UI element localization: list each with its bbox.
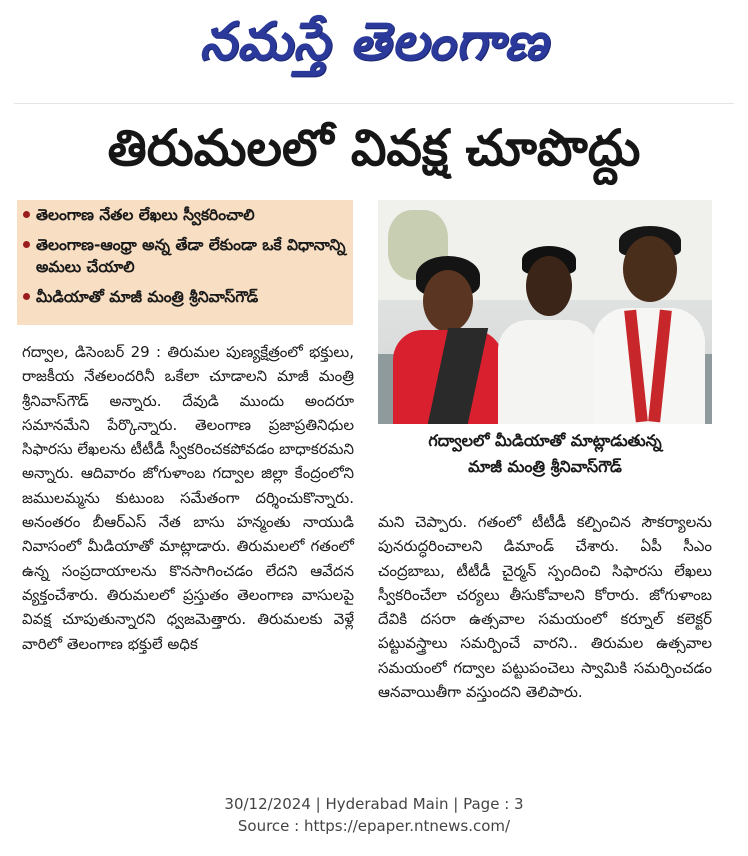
footer-source-link[interactable]: Source : https://epaper.ntnews.com/ bbox=[237, 817, 511, 835]
highlight-text: తెలంగాణ-ఆంధ్రా అన్న తేడా లేకుండా ఒకే విధానాన్ని అమలు చేయాలి bbox=[36, 236, 346, 276]
page-footer bbox=[0, 793, 748, 837]
footer-edition-info: 30/12/2024 | Hyderabad Main | Page : 3 bbox=[224, 795, 524, 813]
news-photo bbox=[378, 200, 712, 424]
bullet-icon bbox=[23, 211, 30, 218]
highlight-item bbox=[23, 204, 347, 226]
highlight-text: తెలంగాణ నేతల లేఖలు స్వీకరించాలి bbox=[36, 206, 255, 224]
article-headline: తిరుమలలో వివక్ష చూపొద్దు bbox=[107, 119, 641, 177]
person-3-head bbox=[623, 236, 677, 302]
highlights-box bbox=[17, 200, 353, 325]
highlight-item bbox=[23, 234, 347, 278]
photo-caption-line-2: మాజీ మంత్రి శ్రీనివాస్‌గౌడ్ bbox=[468, 457, 622, 476]
highlight-item bbox=[23, 286, 347, 308]
highlight-text: మీడియాతో మాజీ మంత్రి శ్రీనివాస్‌గౌడ్ bbox=[36, 288, 259, 306]
article-body-right: మని చెప్పారు. గతంలో టీటీడీ కల్పించిన సౌకర్యాలను పునరుద్ధరించాలని డిమాండ్ చేశారు. ఏపీ సీఎం చంద్రబాబు, టీటీడీ చైర్మన్ స్పందించి సిఫారసు లేఖలు స్వీకరించేలా చర్యలు తీసుకోవాలని కోరారు. జోగుళాంబ దేవికి దసరా ఉత్సవాల సమయంలో కర్నూల్ కలెక్టర్ పట్టువస్త్రాలు సమర్పించే వారని.. తిరుమల ఉత్సవాల సమయంలో గద్వాల పట్టుపంచెలు స్వామికి సమర్పించడం ఆనవాయితీగా వస్తుందని తెలిపారు. bbox=[378, 513, 712, 702]
bullet-icon bbox=[23, 293, 30, 300]
newspaper-masthead: నమస్తే తెలంగాణ bbox=[199, 12, 549, 72]
photo-caption-line-1: గద్వాలలో మీడియాతో మాట్లాడుతున్న bbox=[428, 431, 662, 450]
person-2-shirt bbox=[498, 320, 598, 424]
article-column-left bbox=[22, 340, 354, 656]
person-1-head bbox=[423, 270, 473, 332]
masthead-divider bbox=[14, 103, 734, 104]
article-body-left: గద్వాల, డిసెంబర్ 29 : తిరుమల పుణ్యక్షేత్రంలో భక్తులు, రాజకీయ నేతలందరినీ ఒకేలా చూడాలని మాజీ మంత్రి శ్రీనివాస్‌గౌడ్ అన్నారు. దేవుడి ముందు అందరూ సమానమేని పేర్కొన్నారు. తెలంగాణ ప్రజాప్రతినిధుల సిఫారసు లేఖలను టీటీడీ స్వీకరించకపోవడం బాధాకరమని అన్నారు. ఆదివారం జోగుళాంబ గద్వాల జిల్లా కేంద్రంలోని జములమ్మను కుటుంబ సమేతంగా దర్శించుకొన్నారు. అనంతరం బీఆర్‌ఎస్ నేత బాసు హన్మంతు నాయుడి నివాసంలో మీడియాతో మాట్లాడారు. తిరుమలలో గతంలో ఉన్న సంప్రదాయాలను కొనసాగించడం లేదని ఆవేదన వ్యక్తంచేశారు. తిరుమలలో ప్రస్తుతం తెలంగాణ వాసులపై వివక్ష చూపుతున్నారని ధ్వజమెత్తారు. తిరుమలకు వెళ్లే వారిలో తెలంగాణ భక్తులే అధిక bbox=[22, 343, 354, 653]
article-column-right bbox=[378, 510, 712, 704]
bullet-icon bbox=[23, 241, 30, 248]
person-2-head bbox=[526, 256, 572, 316]
photo-caption bbox=[378, 428, 712, 480]
